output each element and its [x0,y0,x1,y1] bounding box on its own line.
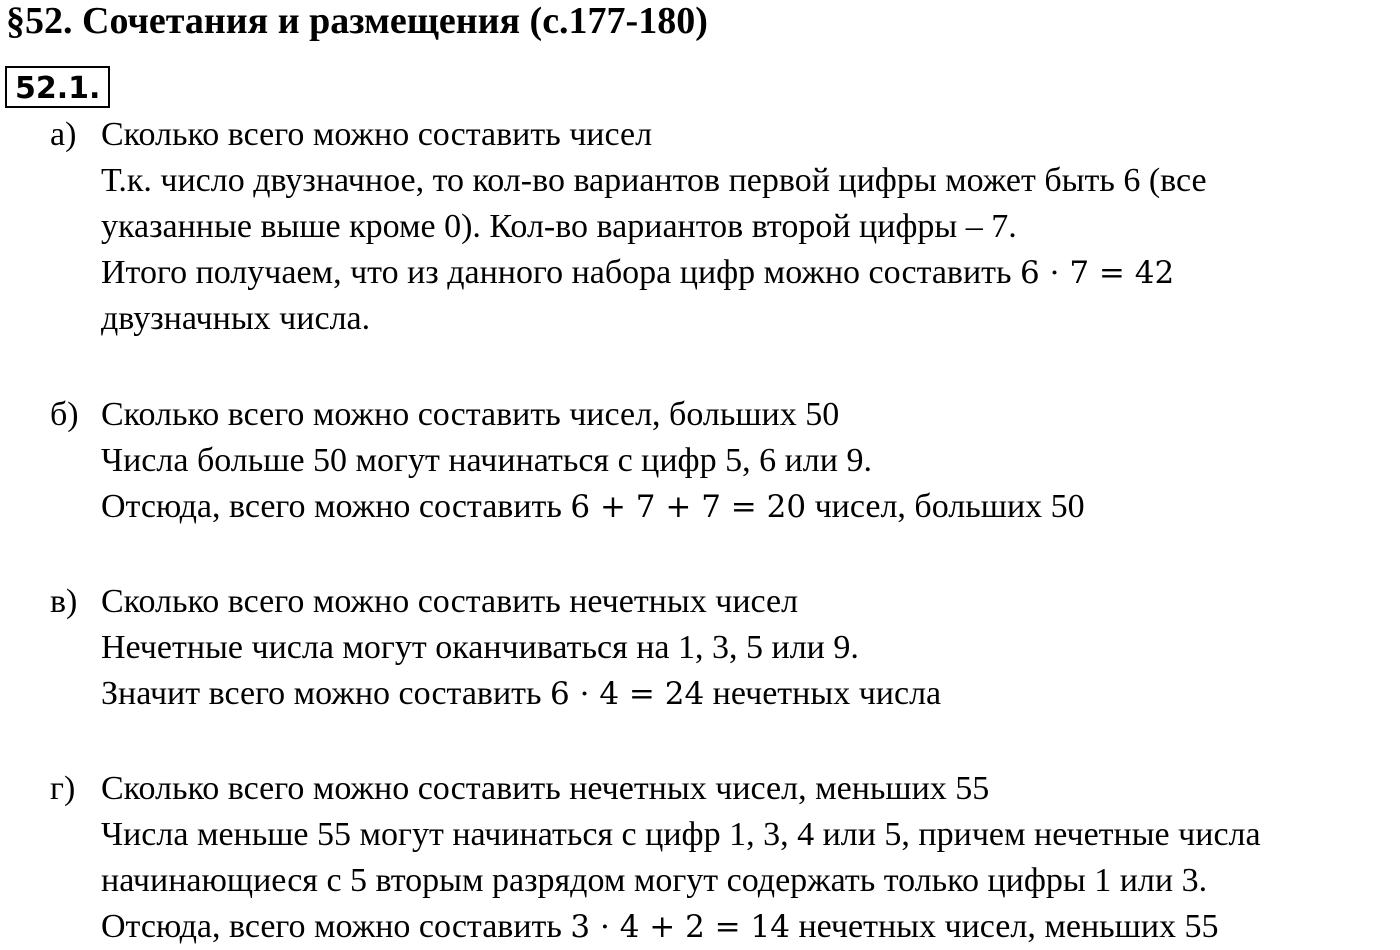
part-label: г) [50,770,76,807]
text-line: Числа больше 50 могут начинаться с цифр 5, 6 или 9. [101,442,872,479]
text-line: Нечетные числа могут оканчиваться на 1, 3, 5 или 9. [101,629,859,666]
text-line: указанные выше кроме 0). Кол-во вариантов второй цифры – 7. [101,208,1017,245]
problem-number-box: 52.1. [5,66,110,108]
text-line [101,671,941,717]
text-segment: Отсюда, всего можно составить [101,908,571,945]
text-segment: Значит всего можно составить [101,675,551,712]
text-segment: нечетных чисел, меньших 55 [789,908,1219,945]
part-label: а) [50,116,77,153]
math-expression: 6 · 4 = 24 [550,676,705,712]
math-expression: 3 · 4 + 2 = 14 [570,909,790,945]
text-line [101,250,1174,296]
text-line: Числа меньше 55 могут начинаться с цифр 1, 3, 4 или 5, причем нечетные числа [101,816,1261,853]
text-line: двузначных числа. [101,300,371,337]
text-segment: чисел, больших 50 [806,488,1085,525]
text-line: Сколько всего можно составить чисел, больших 50 [101,396,840,433]
text-segment: Итого получаем, что из данного набора цифр можно составить [101,254,1021,291]
text-line: Т.к. число двузначное, то кол-во вариантов первой цифры может быть 6 (все [101,162,1207,199]
text-segment: нечетных числа [704,675,942,712]
text-line: Сколько всего можно составить нечетных чисел [101,583,799,620]
text-segment: Отсюда, всего можно составить [101,488,571,525]
text-line [101,484,1085,530]
page-title: §52. Сочетания и размещения (с.177-180) [6,0,708,42]
part-label: в) [50,583,78,620]
math-expression: 6 + 7 + 7 = 20 [570,489,807,525]
part-label: б) [50,396,79,433]
text-line: Сколько всего можно составить чисел [101,116,653,153]
text-line: Сколько всего можно составить нечетных чисел, меньших 55 [101,770,990,807]
text-line: начинающиеся с 5 вторым разрядом могут содержать только цифры 1 или 3. [101,862,1208,899]
text-line [101,904,1219,950]
math-expression: 6 · 7 = 42 [1020,255,1175,291]
